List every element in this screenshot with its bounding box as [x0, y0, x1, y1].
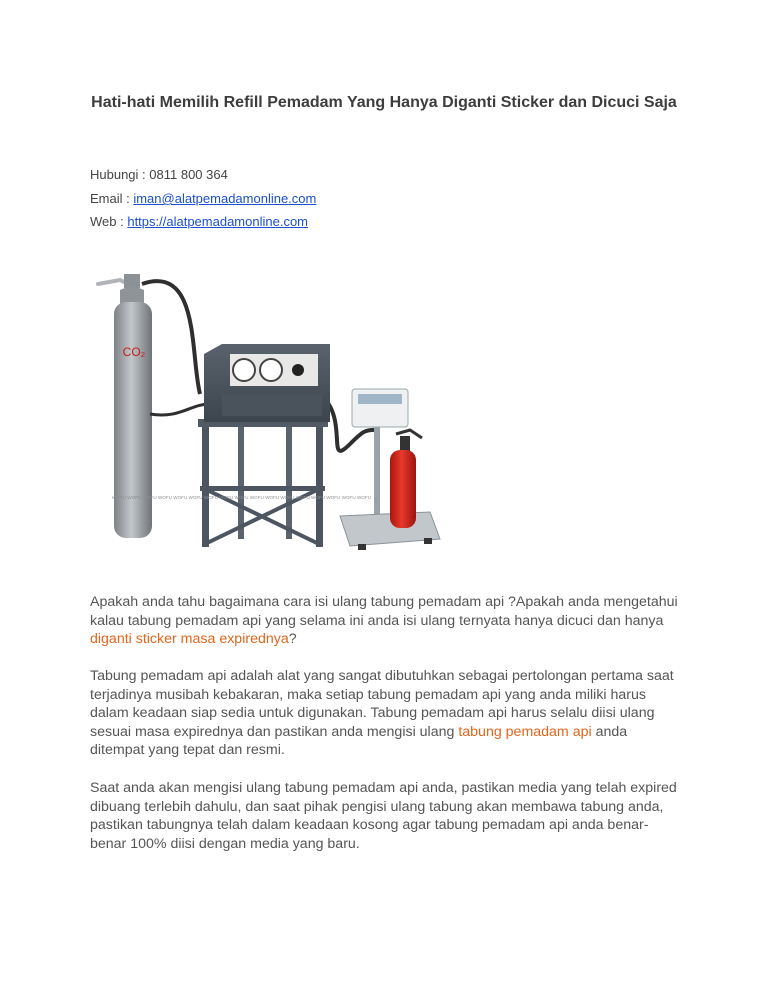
phone-line — [90, 167, 228, 183]
refill-machine — [204, 344, 330, 422]
phone-number: 0811 800 364 — [149, 167, 228, 182]
paragraph-2-tail: anda ditempat yang tepat dan resmi. — [90, 723, 628, 759]
paragraph-1-tail: ? — [288, 631, 297, 648]
refill-machine-image — [90, 244, 450, 562]
paragraph-2 — [90, 667, 680, 760]
email-line — [90, 191, 316, 207]
image-watermark: WOFU WOFU WOFU WOFU WOFU WOFU WOFU WOFU WOFU WOFU WOFU WOFU WOFU WOFU WOFU WOFU WOFU — [112, 495, 371, 500]
paragraph-1 — [90, 593, 680, 649]
web-line — [90, 214, 308, 230]
co2-label: CO₂ — [122, 345, 146, 359]
paragraph-1-text: Apakah anda tahu bagaimana cara isi ulang tabung pemadam api ?Apakah anda mengetahui kalau tabung pemadam api yang selama ini anda isi ulang ternyata hanya dicuci dan hanya — [90, 594, 678, 629]
paragraph-3 — [90, 779, 680, 853]
web-link[interactable]: https://alatpemadamonline.com — [127, 214, 308, 229]
email-link[interactable]: iman@alatpemadamonline.com — [133, 191, 317, 206]
fire-extinguisher-link[interactable]: tabung pemadam api — [458, 723, 592, 740]
expired-sticker-link[interactable]: diganti sticker masa expirednya — [90, 631, 289, 648]
email-label: Email : — [90, 191, 134, 206]
paragraph-3-text: Saat anda akan mengisi ulang tabung pemadam api anda, pastikan media yang telah expired dibuang terlebih dahulu, dan saat pihak pengisi ulang tabung akan membawa tabung anda, pastikan tabungnya telah dalam keadaan kosong agar tabung pemadam api anda benar-benar 100% diisi dengan media yang baru. — [90, 780, 677, 852]
paragraph-2-text: Tabung pemadam api adalah alat yang sangat dibutuhkan sebagai pertolongan pertama saat terjadinya musibah kebakaran, maka setiap tabung pemadam api yang anda miliki harus dalam keadaan siap sedia untuk digunakan. Tabung pemadam api harus selalu diisi ulang sesuai masa expirednya dan pastikan anda mengisi ulang — [90, 668, 674, 740]
web-label: Web : — [90, 214, 128, 229]
page-title: Hati-hati Memilih Refill Pemadam Yang Hanya Diganti Sticker dan Dicuci Saja — [91, 94, 677, 111]
machine-stand — [198, 419, 328, 547]
phone-label: Hubungi : — [90, 167, 150, 182]
